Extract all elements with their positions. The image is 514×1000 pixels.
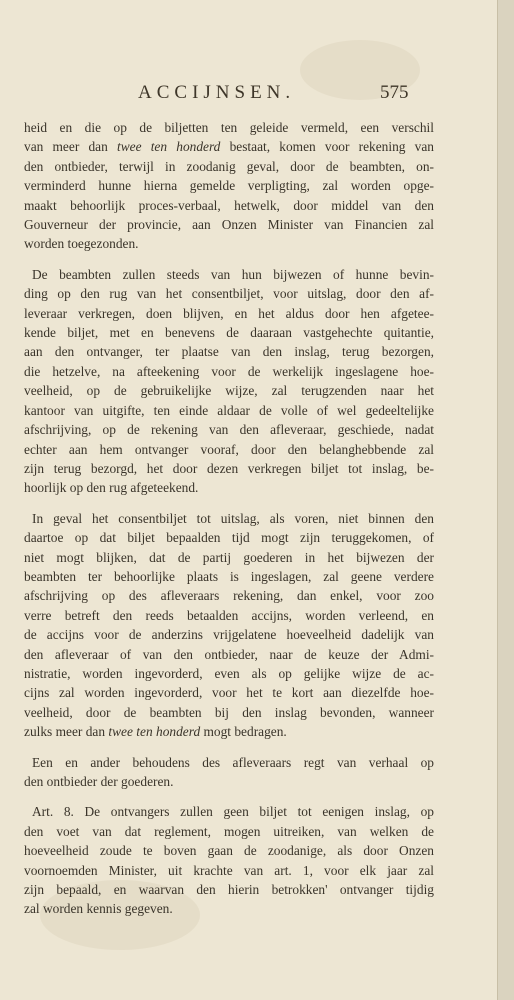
text-line: die hetzelve, na afteekening voor de werkelijk ingeslagene hoe- [24, 363, 434, 379]
text-line: Een en ander behoudens des afleveraars regt van verhaal op [32, 754, 434, 770]
text-line: kantoor van uitgifte, ten einde aldaar de volle of wel gedeeltelijke [24, 402, 434, 418]
emphasis: twee ten honderd [108, 724, 201, 740]
paragraph [24, 509, 434, 742]
text-line: verre betreft den reeds betaalden accijns, worden verleend, en [24, 607, 434, 623]
text-line: veelheid, door de beambten bij den inslag bevonden, wanneer [24, 704, 434, 720]
text-line: cijns zal worden ingevorderd, voor het te kort aan diezelfde hoe- [24, 685, 434, 701]
text-line: kende biljet, met en benevens de daaraan vastgehechte quitantie, [24, 325, 434, 341]
text-line: leveraar verkregen, doen blijven, en het aldus door hen afgetee- [24, 305, 434, 321]
text-line: ding op den rug van het consentbiljet, voor uitslag, door den af- [24, 286, 434, 302]
adjacent-page-edge [497, 0, 514, 1000]
emphasis: twee ten honderd [116, 139, 221, 155]
text-line: hoorlijk op den rug afgeteekend. [24, 480, 199, 496]
text-line: afschrijving, op de rekening van den afleveraar, geschiede, nadat [24, 422, 434, 438]
text-line: Art. 8. De ontvangers zullen geen biljet tot eenigen inslag, op [32, 804, 434, 820]
text-line: maakt behoorlijk proces-verbaal, hetwelk, door middel van den [24, 197, 434, 213]
text-line: Gouverneur der provincie, aan Onzen Minister van Financien zal [24, 217, 434, 233]
text-line: den voet van dat reglement, mogen uitreiken, van welken de [24, 823, 434, 839]
text-line: zulks meer dan twee ten honderd mogt bedragen. [24, 724, 287, 740]
text-line: echter aan hem ontvanger vooraf, door den belanghebbende zal [24, 441, 434, 457]
text-line: nistratie, worden ingevorderd, even als op gelijke wijze de ac- [24, 665, 434, 681]
running-title: ACCIJNSEN. [138, 82, 296, 103]
paragraph [24, 265, 434, 498]
body-text [24, 118, 434, 930]
paragraph [24, 802, 434, 918]
page-number: 575 [380, 82, 409, 103]
text-line: niet mogt blijken, dat de partij goederen in het bijwezen der [24, 549, 434, 565]
paragraph [24, 118, 434, 254]
text-line: zal worden kennis gegeven. [24, 901, 173, 917]
text-line: voornoemden Minister, uit krachte van art. 1, voor elk jaar zal [24, 862, 434, 878]
text-line: den afleveraar of van den ontbieder, naar de keuze der Admi- [24, 646, 434, 662]
text-line: hoeveelheid zoude te boven gaan de zoodanige, als door Onzen [24, 843, 434, 859]
text-line: de accijns voor de anderzins vrijgelatene hoeveelheid dadelijk van [24, 627, 434, 643]
page-header [0, 82, 497, 106]
text-line: zijn bepaald, en waarvan den hierin betrokken' ontvanger tijdig [24, 882, 434, 898]
text-line: De beambten zullen steeds van hun bijwezen of hunne bevin- [32, 266, 434, 282]
text-line: heid en die op de biljetten ten geleide vermeld, een verschil [24, 120, 434, 135]
text-line: afschrijving op des afleveraars rekening, dan enkel, voor zoo [24, 588, 434, 604]
text-line: zijn terug bezorgd, het door dezen verkregen biljet tot inslag, be- [24, 460, 434, 476]
text-line: worden toegezonden. [24, 236, 139, 252]
text-line: aan den ontvanger, ter plaatse van den inslag, terug bezorgen, [24, 344, 434, 360]
paragraph [24, 753, 434, 792]
text-line: In geval het consentbiljet tot uitslag, als voren, niet binnen den [32, 510, 434, 526]
text-line: verminderd hunne hierna gemelde verpligting, zal worden opge- [24, 178, 434, 194]
text-line: den ontbieder, terwijl in zoodanig geval, door de beambten, on- [24, 158, 434, 174]
text-line: veelheid, op de gebruikelijke wijze, zal terugzenden naar het [24, 383, 434, 399]
text-line: beambten ter behoorlijke plaats is ingeslagen, zal geene verdere [24, 568, 434, 584]
text-line: van meer dan twee ten honderd bestaat, komen voor rekening van [24, 139, 434, 155]
text-line: den ontbieder der goederen. [24, 774, 174, 789]
text-line: daartoe op dat biljet bepaalden tijd mogt zijn teruggekomen, of [24, 530, 434, 546]
